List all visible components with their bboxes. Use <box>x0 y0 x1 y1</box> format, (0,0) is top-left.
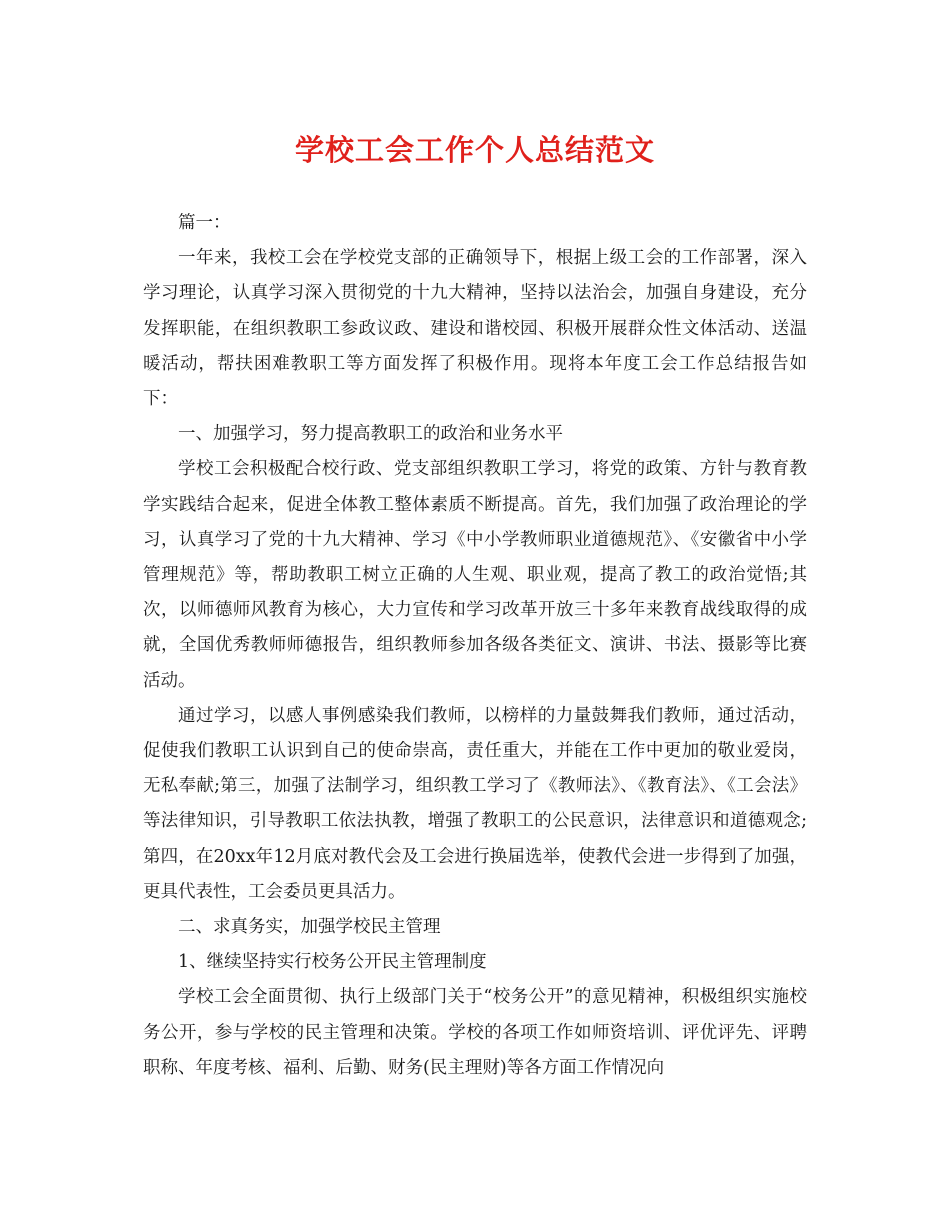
paragraph-intro: 一年来，我校工会在学校党支部的正确领导下，根据上级工会的工作部署，深入学习理论，认真学习深入贯彻党的十九大精神，坚持以法治会，加强自身建设，充分发挥职能，在组织教职工参政议政、建设和谐校园、积极开展群众性文体活动、送温暖活动，帮扶困难教职工等方面发挥了积极作用。现将本年度工会工作总结报告如下： <box>143 248 807 410</box>
document-body <box>143 206 807 1086</box>
paragraph-school-affairs: 学校工会全面贯彻、执行上级部门关于“校务公开”的意见精神，积极组织实施校务公开，参与学校的民主管理和决策。学校的各项工作如师资培训、评优评先、评聘职称、年度考核、福利、后勤、财务(民主理财)等各方面工作情况向 <box>143 987 807 1078</box>
document-title: 学校工会工作个人总结范文 <box>294 133 655 167</box>
paragraph-section-label: 篇一： <box>178 213 231 233</box>
paragraph-study: 学校工会积极配合校行政、党支部组织教职工学习，将党的政策、方针与教育教学实践结合起来，促进全体教工整体素质不断提高。首先，我们加强了政治理论的学习，认真学习了党的十九大精神、学习《中小学教师职业道德规范》、《安徽省中小学管理规范》等，帮助教职工树立正确的人生观、职业观，提高了教工的政治觉悟;其次，以师德师风教育为核心，大力宣传和学习改革开放三十多年来教育战线取得的成就，全国优秀教师师德报告，组织教师参加各级各类征文、演讲、书法、摄影等比赛活动。 <box>143 459 807 691</box>
heading-subsection-one: 1、继续坚持实行校务公开民主管理制度 <box>178 952 487 973</box>
heading-section-two: 二、求真务实，加强学校民主管理 <box>178 917 441 938</box>
paragraph-activities: 通过学习，以感人事例感染我们教师，以榜样的力量鼓舞我们教师，通过活动，促使我们教职工认识到自己的使命崇高，责任重大，并能在工作中更加的敬业爱岗，无私奉献;第三，加强了法制学习，组织教工学习了《教师法》、《教育法》、《工会法》等法律知识，引导教职工依法执教，增强了教职工的公民意识，法律意识和道德观念;第四，在20xx年12月底对教代会及工会进行换届选举，使教代会进一步得到了加强，更具代表性，工会委员更具活力。 <box>143 705 807 902</box>
heading-section-one: 一、加强学习，努力提高教职工的政治和业务水平 <box>178 424 563 445</box>
